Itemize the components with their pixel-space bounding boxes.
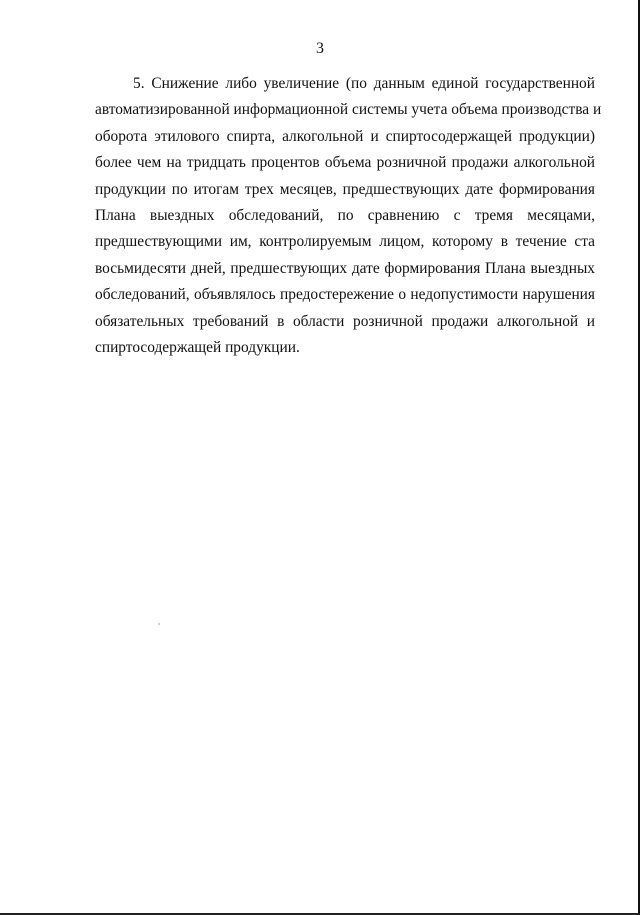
paragraph-line: обязательных требований в области розничной продажи алкогольной и bbox=[95, 312, 595, 330]
paragraph-line: спиртосодержащей продукции. bbox=[95, 338, 300, 356]
paragraph-line: восьмидесяти дней, предшествующих дате формирования Плана выездных bbox=[95, 259, 595, 277]
scan-speck bbox=[158, 623, 160, 625]
paragraph-line: оборота этилового спирта, алкогольной и спиртосодержащей продукции) bbox=[95, 127, 595, 145]
paragraph-item-5 bbox=[95, 71, 602, 361]
paragraph-line: Плана выездных обследований, по сравнению с тремя месяцами, bbox=[95, 206, 595, 224]
paragraph-line: более чем на тридцать процентов объема розничной продажи алкогольной bbox=[95, 154, 595, 172]
paragraph-line: предшествующими им, контролируемым лицом, которому в течение ста bbox=[95, 233, 595, 251]
paragraph-line: продукции по итогам трех месяцев, предшествующих дате формирования bbox=[95, 180, 595, 198]
paragraph-line: 5. Снижение либо увеличение (по данным единой государственной bbox=[133, 75, 595, 92]
page-number: 3 bbox=[316, 40, 324, 57]
paragraph-line: автоматизированной информационной системы учета объема производства и bbox=[95, 101, 602, 119]
paragraph-line: обследований, объявлялось предостережение о недопустимости нарушения bbox=[95, 286, 595, 304]
